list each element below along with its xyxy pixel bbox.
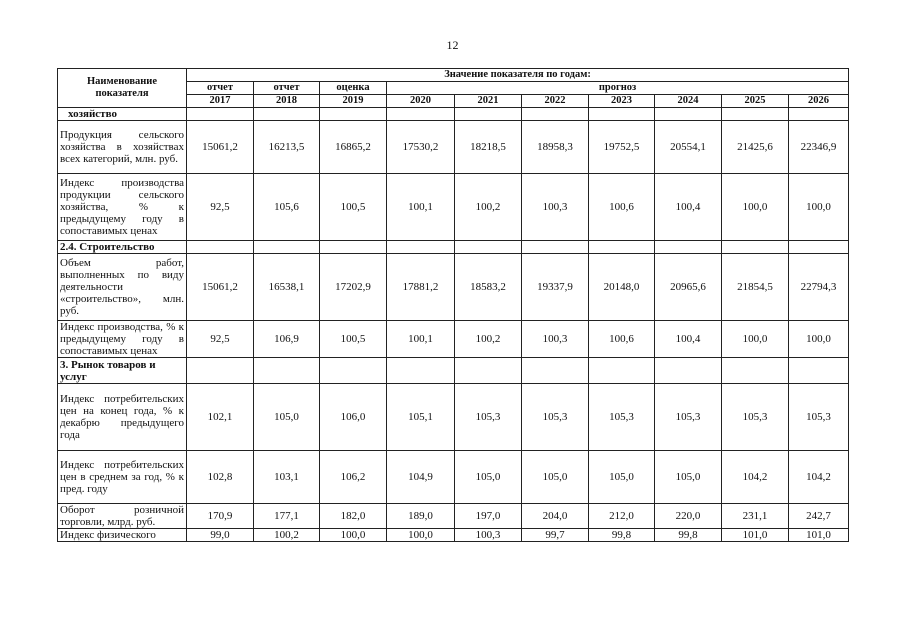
section-title: хозяйство (58, 108, 187, 121)
value-cell: 177,1 (254, 504, 320, 529)
table-row (58, 321, 849, 358)
value-cell: 189,0 (387, 504, 455, 529)
kind-header: отчет (187, 82, 254, 95)
value-cell: 100,1 (387, 174, 455, 241)
empty-cell (789, 358, 849, 384)
value-cell: 100,2 (455, 174, 522, 241)
indicator-name: Индекс потребительских цен в среднем за год, % к пред. году (58, 451, 187, 504)
value-cell: 105,0 (254, 384, 320, 451)
value-cell: 182,0 (320, 504, 387, 529)
value-cell: 100,3 (522, 174, 589, 241)
value-cell: 105,0 (589, 451, 655, 504)
value-cell: 16538,1 (254, 254, 320, 321)
year-header: 2021 (455, 95, 522, 108)
empty-cell (387, 108, 455, 121)
page-number: 12 (446, 38, 459, 52)
table-row (58, 121, 849, 174)
value-cell: 100,2 (254, 529, 320, 542)
empty-cell (187, 358, 254, 384)
value-cell: 104,9 (387, 451, 455, 504)
table-row (58, 174, 849, 241)
empty-cell (655, 108, 722, 121)
empty-cell (387, 241, 455, 254)
indicator-name: Индекс физического (58, 529, 187, 542)
empty-cell (655, 241, 722, 254)
empty-cell (655, 358, 722, 384)
value-cell: 17530,2 (387, 121, 455, 174)
year-header: 2023 (589, 95, 655, 108)
value-cell: 100,0 (789, 174, 849, 241)
value-cell: 99,0 (187, 529, 254, 542)
empty-cell (387, 358, 455, 384)
value-cell: 102,8 (187, 451, 254, 504)
year-header: 2024 (655, 95, 722, 108)
value-cell: 105,0 (522, 451, 589, 504)
table-row (58, 529, 849, 542)
value-cell: 100,1 (387, 321, 455, 358)
forecast-header: прогноз (387, 82, 849, 95)
value-cell: 100,5 (320, 321, 387, 358)
year-header: 2026 (789, 95, 849, 108)
value-cell: 212,0 (589, 504, 655, 529)
empty-cell (320, 241, 387, 254)
value-cell: 99,8 (589, 529, 655, 542)
value-cell: 100,6 (589, 174, 655, 241)
value-cell: 99,7 (522, 529, 589, 542)
value-cell: 17202,9 (320, 254, 387, 321)
value-cell: 100,3 (522, 321, 589, 358)
table-body (58, 108, 849, 542)
table-header (58, 69, 849, 108)
value-cell: 20965,6 (655, 254, 722, 321)
indicators-table (57, 68, 849, 542)
value-cell: 100,3 (455, 529, 522, 542)
empty-cell (589, 358, 655, 384)
empty-cell (522, 108, 589, 121)
value-cell: 19337,9 (522, 254, 589, 321)
indicator-name: Оборот розничной торговли, млрд. руб. (58, 504, 187, 529)
value-cell: 231,1 (722, 504, 789, 529)
value-cell: 101,0 (722, 529, 789, 542)
empty-cell (722, 358, 789, 384)
header-row (58, 69, 849, 82)
value-cell: 22794,3 (789, 254, 849, 321)
value-cell: 16865,2 (320, 121, 387, 174)
year-header: 2018 (254, 95, 320, 108)
empty-cell (789, 108, 849, 121)
value-cell: 105,1 (387, 384, 455, 451)
value-cell: 100,0 (789, 321, 849, 358)
empty-cell (722, 241, 789, 254)
value-cell: 100,0 (387, 529, 455, 542)
indicator-name-header: Наименование показателя (58, 69, 187, 108)
value-cell: 105,3 (522, 384, 589, 451)
empty-cell (320, 108, 387, 121)
value-cell: 106,0 (320, 384, 387, 451)
value-cell: 100,0 (722, 174, 789, 241)
indicator-name: Объем работ, выполненных по виду деятельности «строительство», млн. руб. (58, 254, 187, 321)
indicator-name: Индекс производства, % к предыдущему году в сопоставимых ценах (58, 321, 187, 358)
value-cell: 18583,2 (455, 254, 522, 321)
empty-cell (789, 241, 849, 254)
value-cell: 100,0 (722, 321, 789, 358)
value-cell: 15061,2 (187, 121, 254, 174)
empty-cell (722, 108, 789, 121)
value-cell: 242,7 (789, 504, 849, 529)
value-cell: 21854,5 (722, 254, 789, 321)
kind-header: оценка (320, 82, 387, 95)
value-cell: 99,8 (655, 529, 722, 542)
table-row (58, 504, 849, 529)
kind-header: отчет (254, 82, 320, 95)
value-cell: 103,1 (254, 451, 320, 504)
value-cell: 92,5 (187, 174, 254, 241)
value-cell: 220,0 (655, 504, 722, 529)
year-header: 2017 (187, 95, 254, 108)
year-header: 2020 (387, 95, 455, 108)
value-cell: 106,9 (254, 321, 320, 358)
value-cell: 105,3 (789, 384, 849, 451)
empty-cell (589, 108, 655, 121)
value-cell: 92,5 (187, 321, 254, 358)
value-cell: 20148,0 (589, 254, 655, 321)
value-cell: 17881,2 (387, 254, 455, 321)
table-row (58, 254, 849, 321)
value-cell: 105,0 (455, 451, 522, 504)
year-header: 2019 (320, 95, 387, 108)
section-row (58, 241, 849, 254)
value-cell: 105,6 (254, 174, 320, 241)
empty-cell (187, 241, 254, 254)
value-cell: 105,3 (589, 384, 655, 451)
section-row (58, 358, 849, 384)
empty-cell (455, 108, 522, 121)
empty-cell (522, 241, 589, 254)
value-cell: 16213,5 (254, 121, 320, 174)
empty-cell (522, 358, 589, 384)
value-cell: 100,4 (655, 321, 722, 358)
value-cell: 18218,5 (455, 121, 522, 174)
value-cell: 101,0 (789, 529, 849, 542)
empty-cell (589, 241, 655, 254)
value-cell: 100,0 (320, 529, 387, 542)
empty-cell (254, 241, 320, 254)
value-cell: 100,4 (655, 174, 722, 241)
empty-cell (320, 358, 387, 384)
empty-cell (254, 358, 320, 384)
values-by-year-header: Значение показателя по годам: (187, 69, 849, 82)
value-cell: 104,2 (722, 451, 789, 504)
empty-cell (455, 241, 522, 254)
value-cell: 22346,9 (789, 121, 849, 174)
value-cell: 105,0 (655, 451, 722, 504)
indicator-name: Индекс производства продукции сельского хозяйства, % к предыдущему году в сопоставимых ценах (58, 174, 187, 241)
table-row (58, 451, 849, 504)
indicator-name: Индекс потребительских цен на конец года, % к декабрю предыдущего года (58, 384, 187, 451)
value-cell: 102,1 (187, 384, 254, 451)
year-header: 2022 (522, 95, 589, 108)
value-cell: 197,0 (455, 504, 522, 529)
value-cell: 105,3 (722, 384, 789, 451)
section-title: 3. Рынок товаров и услуг (58, 358, 187, 384)
value-cell: 204,0 (522, 504, 589, 529)
empty-cell (187, 108, 254, 121)
value-cell: 105,3 (455, 384, 522, 451)
table-row (58, 384, 849, 451)
value-cell: 100,2 (455, 321, 522, 358)
value-cell: 20554,1 (655, 121, 722, 174)
value-cell: 18958,3 (522, 121, 589, 174)
empty-cell (254, 108, 320, 121)
value-cell: 170,9 (187, 504, 254, 529)
value-cell: 105,3 (655, 384, 722, 451)
empty-cell (455, 358, 522, 384)
indicator-name: Продукция сельского хозяйства в хозяйствах всех категорий, млн. руб. (58, 121, 187, 174)
value-cell: 100,5 (320, 174, 387, 241)
section-row (58, 108, 849, 121)
value-cell: 100,6 (589, 321, 655, 358)
value-cell: 21425,6 (722, 121, 789, 174)
section-title: 2.4. Строительство (58, 241, 187, 254)
value-cell: 19752,5 (589, 121, 655, 174)
value-cell: 15061,2 (187, 254, 254, 321)
year-header: 2025 (722, 95, 789, 108)
value-cell: 106,2 (320, 451, 387, 504)
value-cell: 104,2 (789, 451, 849, 504)
